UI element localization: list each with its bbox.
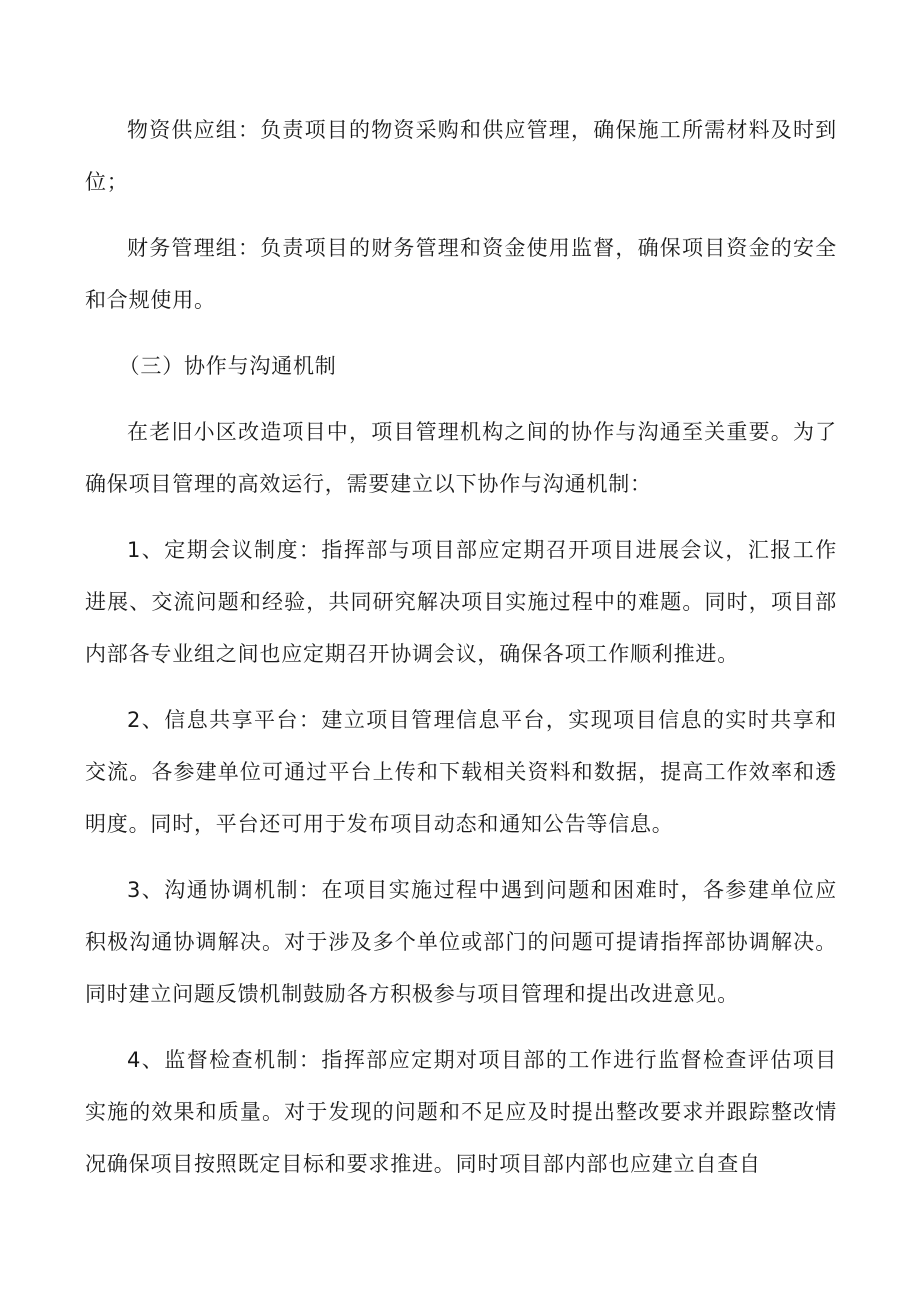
document-body xyxy=(85,104,837,1204)
paragraph-communication: 3、沟通协调机制：在项目实施过程中遇到问题和困难时，各参建单位应积极沟通协调解决。对于涉及多个单位或部门的问题可提请指挥部协调解决。同时建立问题反馈机制鼓励各方积极参与项目管理和提出改进意见。 xyxy=(85,878,837,1006)
paragraph-material-supply: 物资供应组：负责项目的物资采购和供应管理，确保施工所需材料及时到位； xyxy=(85,118,837,194)
paragraph-supervision: 4、监督检查机制：指挥部应定期对项目部的工作进行监督检查评估项目实施的效果和质量。对于发现的问题和不足应及时提出整改要求并跟踪整改情况确保项目按照既定目标和要求推进。同时项目部内部也应建立自查自 xyxy=(85,1048,837,1176)
paragraph-intro: 在老旧小区改造项目中，项目管理机构之间的协作与沟通至关重要。为了确保项目管理的高效运行，需要建立以下协作与沟通机制： xyxy=(85,420,837,496)
paragraph-regular-meetings: 1、定期会议制度：指挥部与项目部应定期召开项目进展会议，汇报工作进展、交流问题和经验，共同研究解决项目实施过程中的难题。同时，项目部内部各专业组之间也应定期召开协调会议，确保各项工作顺利推进。 xyxy=(85,538,837,666)
paragraph-info-sharing: 2、信息共享平台：建立项目管理信息平台，实现项目信息的实时共享和交流。各参建单位可通过平台上传和下载相关资料和数据，提高工作效率和透明度。同时，平台还可用于发布项目动态和通知公告等信息。 xyxy=(85,708,837,836)
paragraph-finance-management: 财务管理组：负责项目的财务管理和资金使用监督，确保项目资金的安全和合规使用。 xyxy=(85,236,837,312)
section-heading: （三）协作与沟通机制 xyxy=(118,354,337,378)
